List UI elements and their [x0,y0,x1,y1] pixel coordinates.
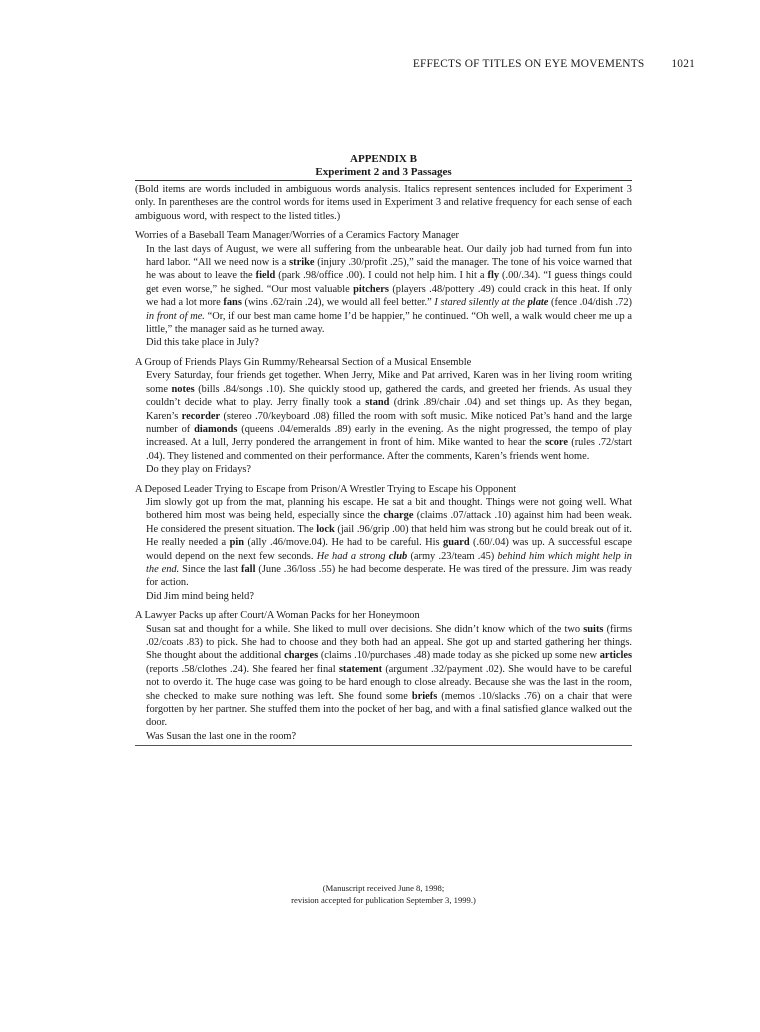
text-segment: (queens .04/emeralds .89) early in the evening. As the night progressed, the tempo of play increased. At a lull, Jerry pondered the arrangement in front of him. Mike wanted to hear the [146,423,632,449]
received-line: (Manuscript received June 8, 1998; [322,883,445,893]
passage-body [135,243,632,337]
text-segment: (claims .07/attack .10) against him had been weak. He considered the present situation. The [146,510,632,535]
emphasized-word: lock [316,523,335,535]
emphasized-word: stand [365,397,390,409]
text-segment: (claims .10/purchases .48) made today as she picked up some new [318,650,600,662]
text-segment: (bills .84/songs .10). She quickly stood up, gathered the cards, and greeted her friends. As usual they couldn’t decide what to play. Jerry finally took a [146,383,632,409]
emphasized-word: strike [289,257,315,269]
emphasized-word: charges [284,650,319,662]
passage-list [135,229,632,743]
emphasized-word: articles [599,650,632,662]
page-number: 1021 [671,58,695,70]
text-segment: (players .48/pottery .49) could crack in this heat. If only we had a lot more [146,283,632,309]
passage [135,483,632,604]
text-segment: In the last days of August, we were all suffering from the unbearable heat. Our daily job had turned from fun into hard labor. “All we need now is a [146,243,632,269]
emphasized-word: suits [583,623,604,635]
passage-title: A Lawyer Packs up after Court/A Woman Packs for her Honeymoon [135,610,420,622]
emphasized-word: He had a strong [316,550,389,562]
text-segment: (firms .02/coats .83) to pick. She had to choose and they both had an appeal. She got up and started gathering her things. She thought about the additional [146,623,632,662]
emphasized-word: guard [443,537,470,549]
text-segment: (park .98/office .00). I could not help him. I hit a [275,270,488,282]
text-segment: (wins .62/rain .24), we would all feel better.” [241,297,435,309]
top-rule [135,180,632,181]
emphasized-word: statement [338,663,383,675]
text-segment: (stereo .70/keyboard .08) filled the room with soft music. Mike noticed Pat’s hand and the large number of [146,410,632,435]
passage-body [135,369,632,463]
text-segment: Since the last [179,563,242,575]
emphasized-word: club [388,550,408,562]
appendix-note: (Bold items are words included in ambiguous words analysis. Italics represent sentences included for Experiment 3 only. In parentheses are the control words for items used in Experiment 3 and relative frequency for each sense of each ambiguous word, with respect to the listed titles.) [135,184,632,222]
passage [135,609,632,743]
text-segment: (argument .32/payment .02). She would have to be careful not to overdo it. The huge case was going to be hard enough to close already. Because she was the last in the room, she checked to make sure nothing was left. She found some [146,663,632,702]
emphasized-word: pin [229,537,245,549]
text-segment: Every Saturday, four friends get together. When Jerry, Mike and Pat arrived, Karen was in her living room writing some [146,370,632,395]
passage-body [135,496,632,590]
passage [135,229,632,350]
emphasized-word: fly [487,270,500,282]
text-segment: “Or, if our best man came home I’d be happier,” he continued. “Oh well, a walk would cheer me up a little,” the manager said as he turned away. [146,310,632,336]
passage-body [135,623,632,730]
text-segment: Susan sat and thought for a while. She liked to mull over decisions. She didn’t know which of the two [146,623,584,635]
running-header [135,58,695,70]
text-segment: (fence .04/dish .72) [548,297,632,309]
text-segment: (army .23/team .45) [407,550,498,562]
text-segment: (ally .46/move.04). He had to be careful. His [244,537,444,549]
text-segment: (injury .30/profit .25),” said the manager. The tone of his voice warned that he was about to leave the [146,257,632,282]
revision-line: revision accepted for publication September 3, 1999.) [291,894,476,905]
comprehension-question: Do they play on Fridays? [146,464,252,476]
text-segment: (reports .58/clothes .24). She feared her final [146,663,339,675]
emphasized-word: plate [527,297,549,309]
emphasized-word: pitchers [353,283,389,295]
emphasized-word: fans [223,297,242,309]
emphasized-word: field [255,270,276,282]
emphasized-word: I stared silently at the [434,297,528,309]
emphasized-word: score [545,437,568,449]
text-segment: (memos .10/slacks .76) on a chair that were forgotten by her partner. She stuffed them into the pocket of her bag, and with a final satisfied glance walked out the door. [146,690,632,729]
appendix-subtitle: Experiment 2 and 3 Passages [315,166,452,178]
bottom-rule [135,745,632,746]
passage-title: Worries of a Baseball Team Manager/Worries of a Ceramics Factory Manager [135,230,460,242]
running-title: EFFECTS OF TITLES ON EYE MOVEMENTS [412,58,645,70]
passage-title: A Group of Friends Plays Gin Rummy/Rehearsal Section of a Musical Ensemble [135,356,472,368]
text-segment: Jim slowly got up from the mat, planning his escape. He sat a bit and thought. Things were not going well. What bothered him most was being held, especially since the [146,496,632,522]
text-segment: (drink .89/chair .04) and set things up. As they began, Karen’s [146,397,632,422]
emphasized-word: fall [241,563,256,575]
comprehension-question: Was Susan the last one in the room? [146,730,297,742]
comprehension-question: Did Jim mind being held? [146,590,254,602]
emphasized-word: notes [171,383,195,395]
emphasized-word: diamonds [194,423,238,435]
text-segment: (jail .96/grip .00) that held him was strong but he could break out of it. He really needed a [146,523,633,549]
text-segment: (.60/.04) was up. A successful escape would depend on the next few seconds. [146,537,632,562]
emphasized-word: in front of me. [146,310,205,322]
text-segment: (rules .72/start .04). They listened and commented on their performance. After the comments, Karen’s friends went home. [146,437,632,462]
emphasized-word: behind him which might help in the end. [146,550,632,575]
emphasized-word: recorder [181,410,221,422]
manuscript-note [135,883,632,906]
passage [135,356,632,477]
emphasized-word: charge [383,510,414,522]
appendix [135,153,632,746]
emphasized-word: briefs [411,690,438,702]
appendix-title: APPENDIX B [350,153,417,165]
passage-title: A Deposed Leader Trying to Escape from Prison/A Wrestler Trying to Escape his Opponent [135,483,517,495]
comprehension-question: Did this take place in July? [146,337,259,349]
text-segment: (.00/.34). “I guess things could get even worse,” he sighed. “Our most valuable [146,270,632,295]
text-segment: (June .36/loss .55) he had become desperate. He was tired of the pressure. Jim was ready for action. [146,563,632,589]
